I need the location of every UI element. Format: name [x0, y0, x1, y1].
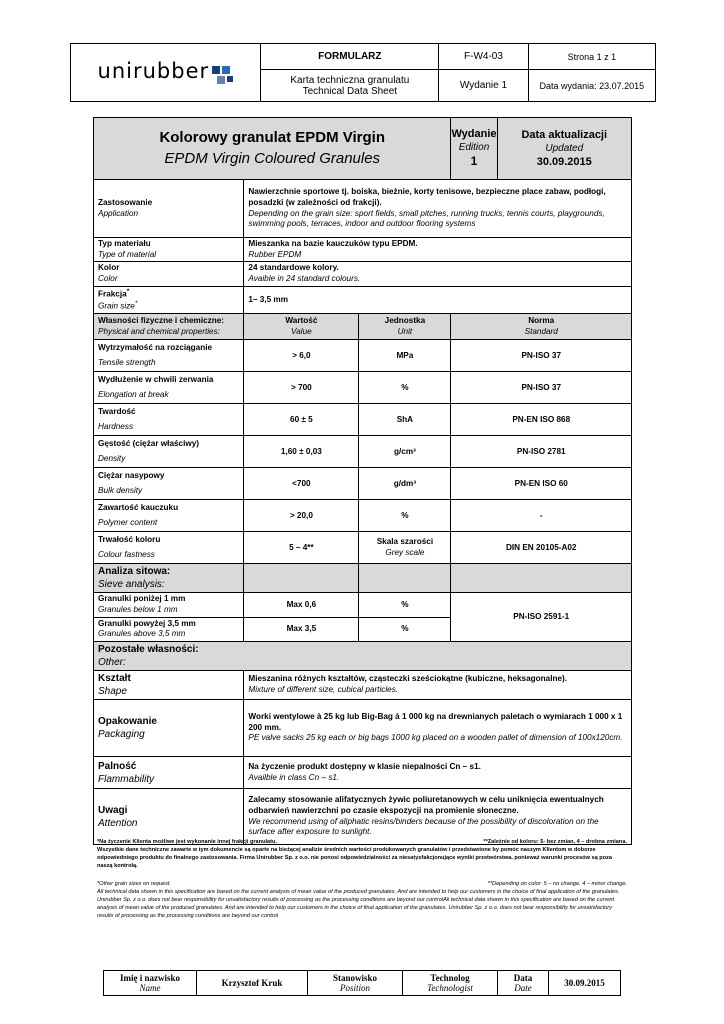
- sieve-unit: %: [359, 617, 451, 641]
- info-row: [94, 238, 632, 262]
- logo-squares-icon: [212, 64, 234, 86]
- property-name-pl: Ciężar nasypowy: [98, 471, 165, 481]
- sieve-value: Max 0,6: [244, 593, 359, 617]
- property-name-pl: Wytrzymałość na rozciąganie: [98, 343, 213, 353]
- sieve-row-pl: Granulki powyżej 3,5 mm: [98, 618, 196, 628]
- title-edition-en: Edition: [458, 142, 490, 154]
- other-value-en: We recommend using of aliphatic resins/binders because of the possibility of discoloration on the surface after exposure to sunlight.: [248, 816, 599, 837]
- note-en-3: All technical data shown in this specification are based on the current analysis of mean value of the produced granulates. And are intended to help our customers in the choice of final application of the granulates. Unirubber Sp. z o.o. does not bear responsibility for unsatisfactory results of processing as the processing conditions are beyond our controlAll technical data shown in this specification are based on the current analysis of mean value of the produced granulates. And are intended to help our customers in the choice of final application of the granulates. Unirubber Sp. z o.o. does not bear responsibility for unsatisfactory results of processing as the processing conditions are beyond our control: [97, 889, 620, 920]
- property-value: <700: [244, 468, 359, 500]
- page-number: Strona 1 z 1: [528, 44, 655, 70]
- note-en-2: **Depending on color: 5 – no change, 4 – minor change.: [487, 881, 627, 887]
- property-unit: g/cm³: [359, 436, 451, 468]
- title-update-pl: Data aktualizacji: [521, 128, 608, 141]
- title-edition-pl: Wydanie: [451, 128, 497, 141]
- other-row-pl: Palność: [98, 760, 137, 772]
- product-title-pl: Kolorowy granulat EPDM Virgin: [159, 129, 386, 147]
- other-value-pl: Mieszanina różnych kształtów, cząsteczki sześciokątne (kubiczne, heksagonalne).: [248, 674, 568, 684]
- property-value: > 700: [244, 372, 359, 404]
- footer-name-pl: Imię i nazwisko: [119, 973, 180, 983]
- property-norm: PN-ISO 2781: [451, 436, 632, 468]
- info-row: [94, 180, 632, 238]
- form-label: FORMULARZ: [261, 44, 439, 70]
- info-value-en: Avaible in 24 standard colours.: [248, 273, 361, 283]
- sheet-title-pl: Karta techniczna granulatu: [290, 74, 410, 86]
- info-value-pl: Mieszanka na bazie kauczuków typu EPDM.: [248, 239, 418, 248]
- other-value-pl: Worki wentylowe à 25 kg lub Big-Bag à 1 000 kg na drewnianych paletach o wymiarach 1 000 x 1 200 mm.: [248, 712, 623, 732]
- sheet-title: [261, 70, 439, 102]
- property-row: [94, 500, 632, 532]
- property-value: > 6,0: [244, 340, 359, 372]
- product-title-en: EPDM Virgin Coloured Granules: [164, 149, 381, 167]
- property-norm: PN-ISO 37: [451, 340, 632, 372]
- info-label-en: Grain size: [98, 301, 135, 311]
- sieve-row-en: Granules above 3,5 mm: [98, 629, 186, 639]
- property-unit: ShA: [359, 404, 451, 436]
- property-norm: PN-EN ISO 868: [451, 404, 632, 436]
- props-header-unit-pl: Jednostka: [384, 316, 426, 326]
- props-header-value-en: Value: [291, 326, 312, 336]
- notes-pl: [97, 838, 627, 870]
- property-name-en: Colour fastness: [98, 549, 155, 559]
- property-norm: PN-ISO 37: [451, 372, 632, 404]
- footer-name-en: Name: [139, 983, 161, 993]
- property-norm: DIN EN 20105-A02: [451, 532, 632, 564]
- other-row-en: Attention: [98, 817, 138, 829]
- props-header-norm-en: Standard: [524, 326, 558, 336]
- props-header-label-en: Physical and chemical properties:: [98, 326, 220, 336]
- footer-date: 30.09.2015: [549, 971, 621, 996]
- title-edition-no: 1: [470, 154, 478, 169]
- info-label-en: Application: [98, 208, 139, 218]
- property-row: [94, 468, 632, 500]
- property-value: 5 – 4**: [244, 532, 359, 564]
- property-name-en: Density: [98, 453, 126, 463]
- sieve-row: [94, 593, 632, 617]
- sheet-title-en: Technical Data Sheet: [302, 85, 398, 97]
- footer-date-en: Date: [514, 983, 532, 993]
- property-row: [94, 532, 632, 564]
- property-name-pl: Twardość: [98, 407, 136, 417]
- property-name-pl: Gęstość (ciężar właściwy): [98, 439, 200, 449]
- info-label-pl: Kolor: [98, 263, 120, 273]
- other-row-en: Packaging: [98, 729, 145, 741]
- property-unit: %: [359, 372, 451, 404]
- sieve-title-en: Sieve analysis:: [98, 579, 165, 591]
- info-value-en: Rubber EPDM: [248, 249, 302, 259]
- property-row: [94, 340, 632, 372]
- other-title-en: Other:: [98, 657, 126, 669]
- document-header: [70, 43, 656, 102]
- property-name-pl: Wydłużenie w chwili zerwania: [98, 375, 214, 385]
- property-norm: PN-EN ISO 60: [451, 468, 632, 500]
- note-pl-2: **Zależnie od koloru: 5- bez zmian, 4 – drobna zmiana.: [483, 839, 627, 845]
- props-header-label-pl: Własności fizyczne i chemiczne:: [98, 316, 225, 326]
- props-header-value-pl: Wartość: [285, 316, 318, 326]
- logo: [71, 44, 261, 102]
- product-title: [94, 118, 451, 180]
- other-row: [94, 700, 632, 757]
- property-unit: %: [359, 500, 451, 532]
- property-name-en: Polymer content: [98, 517, 158, 527]
- title-update-en: Updated: [545, 143, 584, 154]
- info-label-en: Color: [98, 273, 118, 283]
- footer-tech-pl: Technolog: [430, 973, 470, 983]
- info-label-pl: Typ materiału: [98, 239, 151, 248]
- property-unit: g/dm³: [359, 468, 451, 500]
- property-value: > 20,0: [244, 500, 359, 532]
- logo-text: unirubber: [97, 58, 210, 83]
- footer-date-pl: Data: [513, 973, 533, 983]
- other-row-pl: Uwagi: [98, 804, 128, 816]
- other-row-en: Shape: [98, 686, 127, 698]
- notes-en: [97, 880, 627, 921]
- sieve-title-pl: Analiza sitowa:: [98, 566, 171, 578]
- footer-person: Krzysztof Kruk: [197, 971, 308, 996]
- other-value-en: Availble in class Cn – s1.: [248, 772, 340, 782]
- edition: Wydanie 1: [439, 70, 528, 102]
- other-row-pl: Opakowanie: [98, 716, 157, 728]
- other-header: [94, 642, 632, 671]
- props-header-norm-pl: Norma: [528, 316, 555, 326]
- info-value-en: Depending on the grain size: sport fields, small pitches, running trucks, tennis courts, playgrounds, swimming pools, terraces, indoor and outdoor flooring systems: [248, 208, 605, 229]
- footer-position-pl: Stanowisko: [332, 973, 377, 983]
- sieve-row-pl: Granulki poniżej 1 mm: [98, 594, 186, 604]
- info-row: [94, 262, 632, 286]
- sieve-unit: %: [359, 593, 451, 617]
- info-label-pl: Frakcja: [98, 289, 127, 299]
- property-row: [94, 436, 632, 468]
- note-en-1: *Other grain sizes on request.: [97, 881, 171, 887]
- info-value-pl: 1– 3,5 mm: [244, 286, 632, 314]
- footer-position-en: Position: [339, 983, 370, 993]
- issue-date: Data wydania: 23.07.2015: [528, 70, 655, 102]
- info-row: Frakcja* Grain size* 1– 3,5 mm: [94, 286, 632, 314]
- title-update-date: 30.09.2015: [536, 156, 592, 168]
- property-norm: -: [451, 500, 632, 532]
- property-name-pl: Trwałość koloru: [98, 535, 161, 545]
- property-name-en: Bulk density: [98, 485, 143, 495]
- other-row: [94, 671, 632, 700]
- info-label-en: Type of material: [98, 249, 157, 259]
- title-update: [497, 118, 632, 180]
- property-row: [94, 404, 632, 436]
- property-name-en: Hardness: [98, 421, 134, 431]
- property-unit: Skala szarości: [376, 537, 434, 547]
- sieve-norm: PN-ISO 2591-1: [451, 593, 632, 642]
- property-value: 1,60 ± 0,03: [244, 436, 359, 468]
- properties-header: [94, 314, 632, 340]
- title-edition: [451, 118, 497, 180]
- info-value-pl: 24 standardowe kolory.: [248, 263, 339, 273]
- other-value-en: Mixture of different size, cubical particles.: [248, 685, 399, 695]
- property-name-pl: Zawartość kauczuku: [98, 503, 179, 513]
- other-value-pl: Zalecamy stosowanie alifatycznych żywic poliuretanowych w celu uniknięcia ewentualnych odbarwień nawierzchni po czasie ekspozycji na promienie słoneczne.: [248, 795, 604, 815]
- form-code: F-W4-03: [439, 44, 528, 70]
- property-unit: MPa: [359, 340, 451, 372]
- props-header-unit-en: Unit: [397, 326, 413, 336]
- info-value-pl: Nawierzchnie sportowe tj. boiska, bieżnie, korty tenisowe, bezpieczne place zabaw, podłogi, posadzki (w zależności od frakcji).: [248, 187, 606, 207]
- other-row-pl: Kształt: [98, 673, 131, 685]
- property-row: [94, 372, 632, 404]
- other-value-en: PE valve sacks 25 kg each or big bags 1000 kg placed on a wooden pallet of dimension of 100x120cm.: [248, 733, 623, 743]
- other-value-pl: Na życzenie produkt dostępny w klasie niepalności Cn – s1.: [248, 761, 481, 771]
- technical-data-table: [93, 117, 632, 845]
- other-row: [94, 757, 632, 789]
- property-name-en: Tensile strength: [98, 357, 156, 367]
- note-pl-3: Wszystkie dane techniczne zawarte w tym dokumencie są oparte na bieżącej analizie średnich wartości produkowanych granulatów i przedstawione by pomóc naszym Klientom w doborze odpowiedniego produktu do finalnego zastosowania. Firma Unirubber Sp. z o.o. nie ponosi odpowiedzialności za niesatysfakcjonujące wyniki przetwórstwa, ponieważ warunki procesów są poza naszą kontrolą.: [97, 847, 613, 870]
- property-value: 60 ± 5: [244, 404, 359, 436]
- other-row: [94, 789, 632, 845]
- footer-tech-en: Technologist: [427, 983, 473, 993]
- sieve-value: Max 3,5: [244, 617, 359, 641]
- sieve-header: [94, 564, 632, 593]
- other-row-en: Flammability: [98, 773, 155, 785]
- signature-footer: [103, 970, 621, 996]
- property-unit-en: Grey scale: [385, 547, 425, 557]
- sieve-row-en: Granules below 1 mm: [98, 605, 178, 615]
- info-label-pl: Zastosowanie: [98, 197, 153, 207]
- other-title-pl: Pozostałe własności:: [98, 644, 199, 656]
- property-name-en: Elongation at break: [98, 389, 169, 399]
- note-pl-1: *Na życzenie Klienta możliwe jest wykonanie innej frakcji granulatu.: [97, 839, 277, 845]
